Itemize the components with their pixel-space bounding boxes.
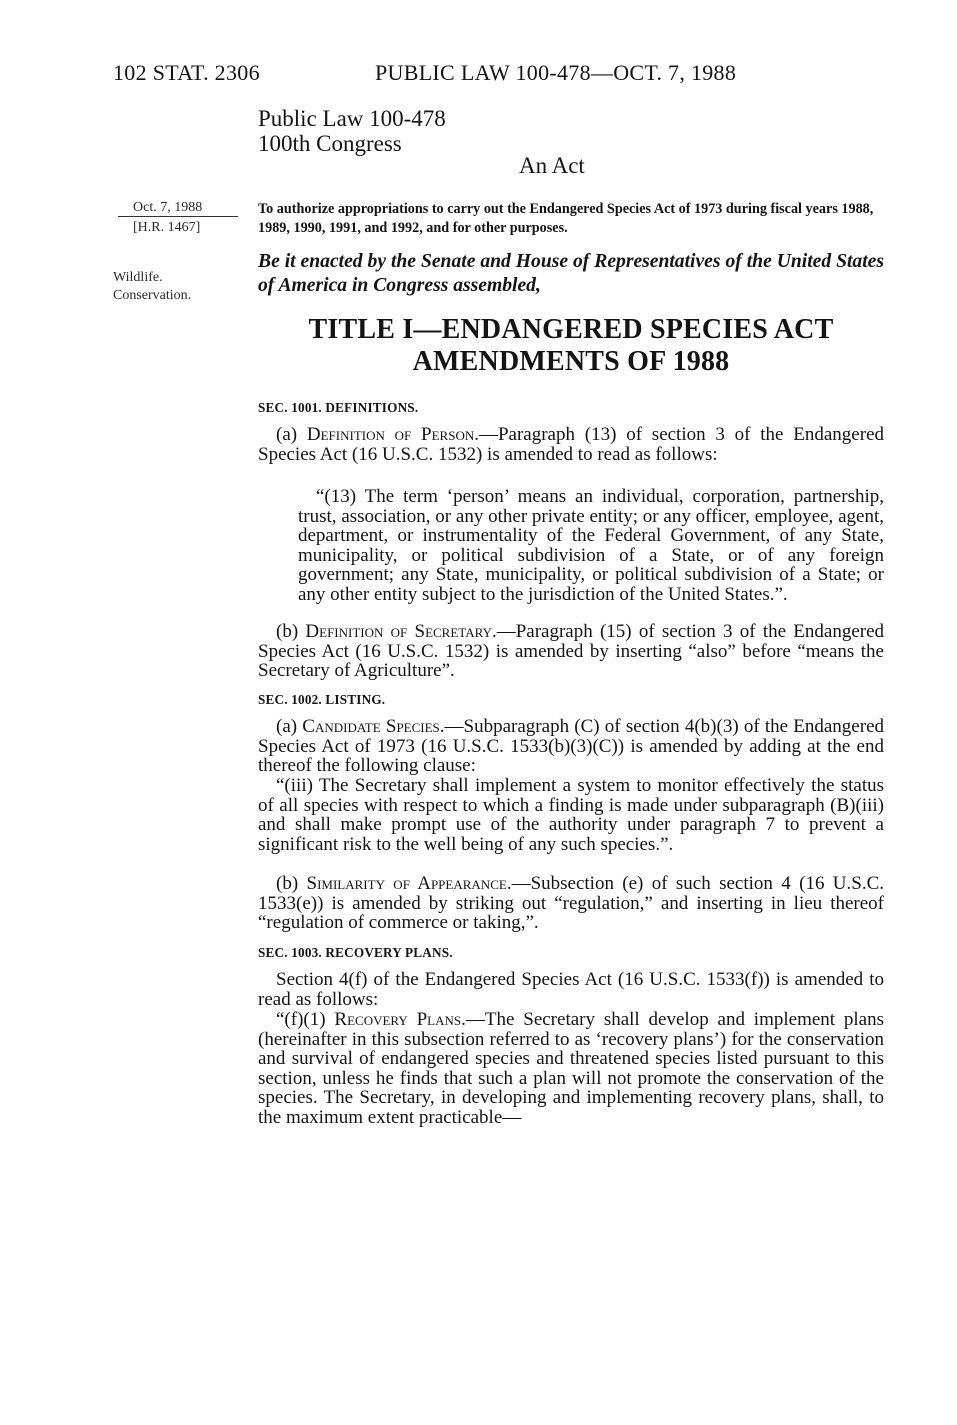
subsection-a-prefix: (a) <box>276 424 307 445</box>
subsection-a-text: .—Paragraph (13) of section 3 of the Endangered Species Act (16 U.S.C. 1532) is amended to read as follows: <box>258 424 884 465</box>
congress-number: 100th Congress <box>258 131 402 156</box>
title-line-2: AMENDMENTS OF 1988 <box>412 346 730 377</box>
paragraph-f-prefix: “(f)(1) <box>276 1009 335 1030</box>
section-1002-quoted-clause: “(iii) The Secretary shall implement a system to monitor effectively the status of all species with respect to which a finding is made under subparagraph (B)(iii) and shall make prompt use of the authority under paragraph 7 to prevent a significant risk to the well being of any such species.”. <box>258 775 884 855</box>
section-1002-subsection-b <box>258 874 884 933</box>
subsection-b-text: .—Paragraph (15) of section 3 of the Endangered Species Act (16 U.S.C. 1532) is amended by inserting “also” before “means the Secretary of Agriculture”. <box>258 621 885 682</box>
subsection-a-caption: Candidate Species <box>302 716 440 737</box>
page-stat-number: 102 STAT. 2306 <box>113 60 260 85</box>
section-1001-heading: SEC. 1001. DEFINITIONS. <box>258 400 419 415</box>
section-1003-intro: Section 4(f) of the Endangered Species Act (16 U.S.C. 1533(f)) is amended to read as follows: <box>258 969 884 1010</box>
margin-bill-number: [H.R. 1467] <box>133 220 201 235</box>
subsection-b-prefix: (b) <box>276 873 307 894</box>
section-1003-recovery-plans <box>258 1010 884 1128</box>
section-1002-heading: SEC. 1002. LISTING. <box>258 692 386 707</box>
paragraph-f-text: .—The Secretary shall develop and implement plans (hereinafter in this subsection referred to as ‘recovery plans’) for the conservation and survival of endangered species and threatened species listed pursuant to this section, unless he finds that such a plan will not promote the conservation of the species. The Secretary, in developing and implementing recovery plans, shall, to the maximum extent practicable— <box>258 1009 885 1128</box>
margin-topic-conservation: Conservation. <box>113 288 192 303</box>
running-title: PUBLIC LAW 100-478—OCT. 7, 1988 <box>375 60 737 85</box>
section-1002-subsection-a <box>258 717 884 776</box>
act-purpose: To authorize appropriations to carry out the Endangered Species Act of 1973 during fiscal years 1988, 1989, 1990, 1991, and 1992, and for other purposes. <box>258 201 874 236</box>
margin-divider <box>118 216 238 217</box>
section-1003-heading: SEC. 1003. RECOVERY PLANS. <box>258 945 453 960</box>
subsection-a-caption: Definition of Person <box>306 424 475 445</box>
public-law-number: Public Law 100-478 <box>258 106 446 131</box>
title-heading <box>258 314 884 378</box>
section-1001-quoted-definition: “(13) The term ‘person’ means an individual, corporation, partnership, trust, association, or any other private entity; or any officer, employee, agent, department, or instrumentality of the Federal Government, of any State, municipality, or political subdivision of a State, or of any foreign government; any State, municipality, or political subdivision of a State; or any other entity subject to the jurisdiction of the United States.”. <box>298 486 884 605</box>
subsection-a-prefix: (a) <box>276 716 303 737</box>
margin-topic-wildlife: Wildlife. <box>113 270 163 285</box>
section-1001-subsection-a <box>258 425 884 464</box>
subsection-b-caption: Definition of Secretary <box>305 621 492 642</box>
enacting-clause: Be it enacted by the Senate and House of Representatives of the United States of America in Congress assembled, <box>258 251 884 296</box>
an-act-label: An Act <box>519 153 585 178</box>
subsection-a-text: .—Subparagraph (C) of section 4(b)(3) of the Endangered Species Act of 1973 (16 U.S.C. 1533(b)(3)(C)) is amended by adding at the end thereof the following clause: <box>258 716 885 777</box>
subsection-b-caption: Similarity of Appearance <box>306 873 507 894</box>
subsection-b-text: .—Subsection (e) of such section 4 (16 U.S.C. 1533(e)) is amended by striking out “regulation,” and inserting in lieu thereof “regulation of commerce or taking,”. <box>258 873 885 934</box>
paragraph-f-caption: Recovery Plans <box>334 1009 462 1030</box>
section-1001-subsection-b <box>258 622 884 681</box>
margin-date: Oct. 7, 1988 <box>133 200 203 215</box>
subsection-b-prefix: (b) <box>276 621 306 642</box>
title-line-1: TITLE I—ENDANGERED SPECIES ACT <box>308 314 834 345</box>
